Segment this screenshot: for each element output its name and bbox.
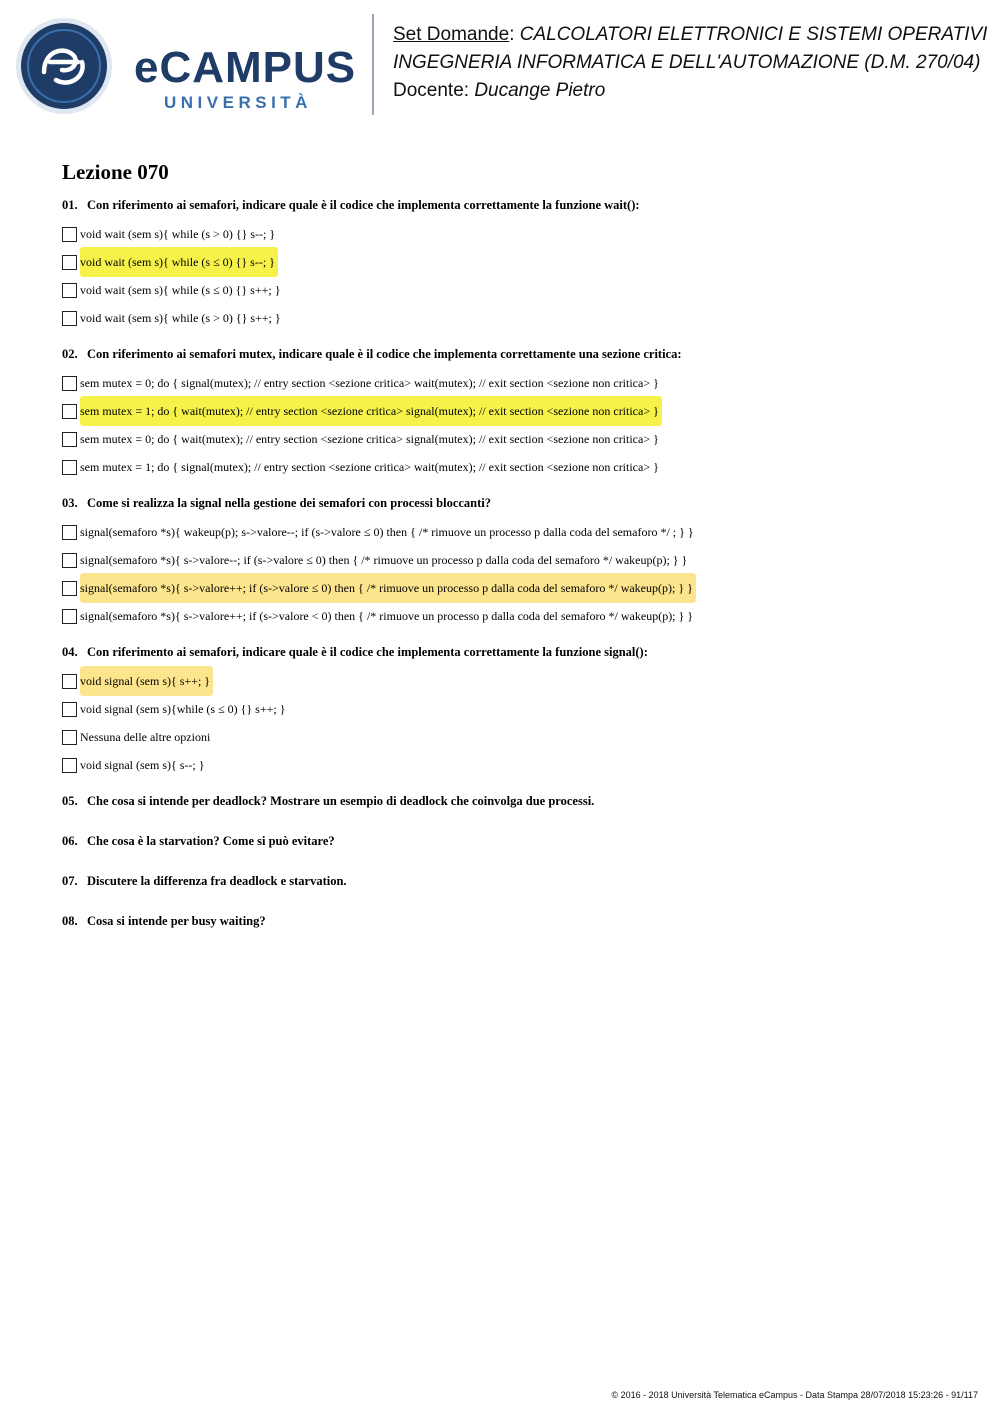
course-degree: INGEGNERIA INFORMATICA E DELL'AUTOMAZIONE (D.M. 270/04) (393, 52, 981, 73)
question-1 (62, 196, 982, 345)
question-text: Con riferimento ai semafori mutex, indicare quale è il codice che implementa correttamente una sezione critica: (87, 347, 682, 361)
answer-text: sem mutex = 0; do { wait(mutex); // entry section <sezione critica> signal(mutex); // exit section <sezione non critica> } (80, 432, 659, 446)
answer-option[interactable] (62, 667, 982, 695)
header-line-set (393, 21, 987, 49)
answer-text: void wait (sem s){ while (s ≤ 0) {} s++; } (80, 283, 281, 297)
header-line-degree (393, 49, 987, 77)
question-text: Che cosa si intende per deadlock? Mostrare un esempio di deadlock che coinvolga due processi. (87, 794, 595, 808)
question-6 (62, 832, 982, 872)
question-spacer (62, 630, 982, 643)
question-number: 05. (62, 794, 78, 808)
page-footer: © 2016 - 2018 Università Telematica eCampus - Data Stampa 28/07/2018 15:23:26 - 91/117 (611, 1390, 978, 1400)
answer-text: void wait (sem s){ while (s > 0) {} s++; } (80, 311, 281, 325)
question-4 (62, 643, 982, 792)
question-list (62, 196, 982, 952)
answer-option[interactable] (62, 220, 982, 248)
question-spacer (62, 811, 982, 832)
question-number: 04. (62, 645, 78, 659)
answer-options (62, 220, 982, 332)
question-spacer (62, 891, 982, 912)
answer-checkbox[interactable] (62, 432, 77, 447)
question-number: 08. (62, 914, 78, 928)
question-spacer (62, 779, 982, 792)
answer-option[interactable] (62, 546, 982, 574)
question-3 (62, 494, 982, 643)
answer-text: signal(semaforo *s){ s->valore++; if (s->valore ≤ 0) then { /* rimuove un processo p dalla coda del semaforo */ wakeup(p); } } (80, 573, 696, 603)
question-spacer (62, 931, 982, 952)
answer-option[interactable] (62, 304, 982, 332)
set-separator: : (509, 24, 520, 45)
answer-option[interactable] (62, 751, 982, 779)
question-heading (62, 494, 982, 513)
answer-options (62, 369, 982, 481)
answer-checkbox[interactable] (62, 227, 77, 242)
answer-checkbox[interactable] (62, 255, 77, 270)
question-spacer (62, 481, 982, 494)
question-heading (62, 872, 982, 891)
answer-text: sem mutex = 1; do { wait(mutex); // entry section <sezione critica> signal(mutex); // exit section <sezione non critica> } (80, 396, 662, 426)
question-heading (62, 196, 982, 215)
answer-checkbox[interactable] (62, 404, 77, 419)
answer-text: signal(semaforo *s){ s->valore--; if (s->valore ≤ 0) then { /* rimuove un processo p dalla coda del semaforo */ wakeup(p); } } (80, 553, 688, 567)
answer-text: void wait (sem s){ while (s > 0) {} s--; } (80, 227, 276, 241)
question-8 (62, 912, 982, 952)
brand-name: eCAMPUS (134, 43, 357, 92)
question-heading (62, 912, 982, 931)
header-line-teacher (393, 77, 987, 105)
answer-text: void signal (sem s){ s++; } (80, 666, 213, 696)
answer-checkbox[interactable] (62, 376, 77, 391)
lesson-title: Lezione 070 (62, 160, 169, 184)
question-text: Che cosa è la starvation? Come si può evitare? (87, 834, 335, 848)
answer-options (62, 518, 982, 630)
answer-text: void wait (sem s){ while (s ≤ 0) {} s--; } (80, 247, 278, 277)
answer-option[interactable] (62, 248, 982, 276)
ecampus-logo (14, 16, 359, 116)
header-info (393, 21, 987, 105)
answer-option[interactable] (62, 695, 982, 723)
teacher-label: Docente: (393, 80, 475, 101)
answer-option[interactable] (62, 369, 982, 397)
question-number: 01. (62, 198, 78, 212)
question-spacer (62, 851, 982, 872)
header-divider (372, 14, 374, 115)
question-heading (62, 832, 982, 851)
answer-checkbox[interactable] (62, 674, 77, 689)
answer-option[interactable] (62, 276, 982, 304)
answer-checkbox[interactable] (62, 525, 77, 540)
question-text: Cosa si intende per busy waiting? (87, 914, 266, 928)
question-heading (62, 643, 982, 662)
answer-option[interactable] (62, 723, 982, 751)
answer-text: Nessuna delle altre opzioni (80, 730, 211, 744)
answer-text: void signal (sem s){while (s ≤ 0) {} s++; } (80, 702, 286, 716)
answer-text: void signal (sem s){ s--; } (80, 758, 205, 772)
answer-text: signal(semaforo *s){ wakeup(p); s->valore--; if (s->valore ≤ 0) then { /* rimuove un processo p dalla coda del semaforo */ ; } } (80, 525, 694, 539)
brand-subtitle: UNIVERSITÀ (164, 93, 312, 112)
answer-checkbox[interactable] (62, 283, 77, 298)
answer-checkbox[interactable] (62, 553, 77, 568)
course-title: CALCOLATORI ELETTRONICI E SISTEMI OPERATIVI (519, 24, 988, 45)
question-number: 06. (62, 834, 78, 848)
answer-option[interactable] (62, 518, 982, 546)
question-7 (62, 872, 982, 912)
question-2 (62, 345, 982, 494)
answer-text: sem mutex = 1; do { signal(mutex); // entry section <sezione critica> wait(mutex); // exit section <sezione non critica> } (80, 460, 659, 474)
answer-checkbox[interactable] (62, 609, 77, 624)
answer-option[interactable] (62, 453, 982, 481)
answer-checkbox[interactable] (62, 758, 77, 773)
answer-options (62, 667, 982, 779)
question-text: Come si realizza la signal nella gestione dei semafori con processi bloccanti? (87, 496, 492, 510)
question-number: 03. (62, 496, 78, 510)
teacher-name: Ducange Pietro (474, 80, 606, 101)
set-label: Set Domande (393, 24, 510, 45)
answer-checkbox[interactable] (62, 581, 77, 596)
answer-option[interactable] (62, 602, 982, 630)
question-5 (62, 792, 982, 832)
answer-text: sem mutex = 0; do { signal(mutex); // entry section <sezione critica> wait(mutex); // exit section <sezione non critica> } (80, 376, 659, 390)
question-number: 02. (62, 347, 78, 361)
question-text: Discutere la differenza fra deadlock e starvation. (87, 874, 347, 888)
question-spacer (62, 332, 982, 345)
question-number: 07. (62, 874, 78, 888)
question-heading (62, 345, 982, 364)
question-heading (62, 792, 982, 811)
logo-circle (21, 23, 107, 109)
answer-checkbox[interactable] (62, 311, 77, 326)
answer-checkbox[interactable] (62, 460, 77, 475)
question-text: Con riferimento ai semafori, indicare quale è il codice che implementa correttamente la funzione wait(): (87, 198, 640, 212)
answer-checkbox[interactable] (62, 730, 77, 745)
answer-option[interactable] (62, 574, 982, 602)
question-text: Con riferimento ai semafori, indicare quale è il codice che implementa correttamente la funzione signal(): (87, 645, 648, 659)
answer-checkbox[interactable] (62, 702, 77, 717)
answer-text: signal(semaforo *s){ s->valore++; if (s->valore < 0) then { /* rimuove un processo p dalla coda del semaforo */ wakeup(p); } } (80, 609, 694, 623)
answer-option[interactable] (62, 397, 982, 425)
answer-option[interactable] (62, 425, 982, 453)
